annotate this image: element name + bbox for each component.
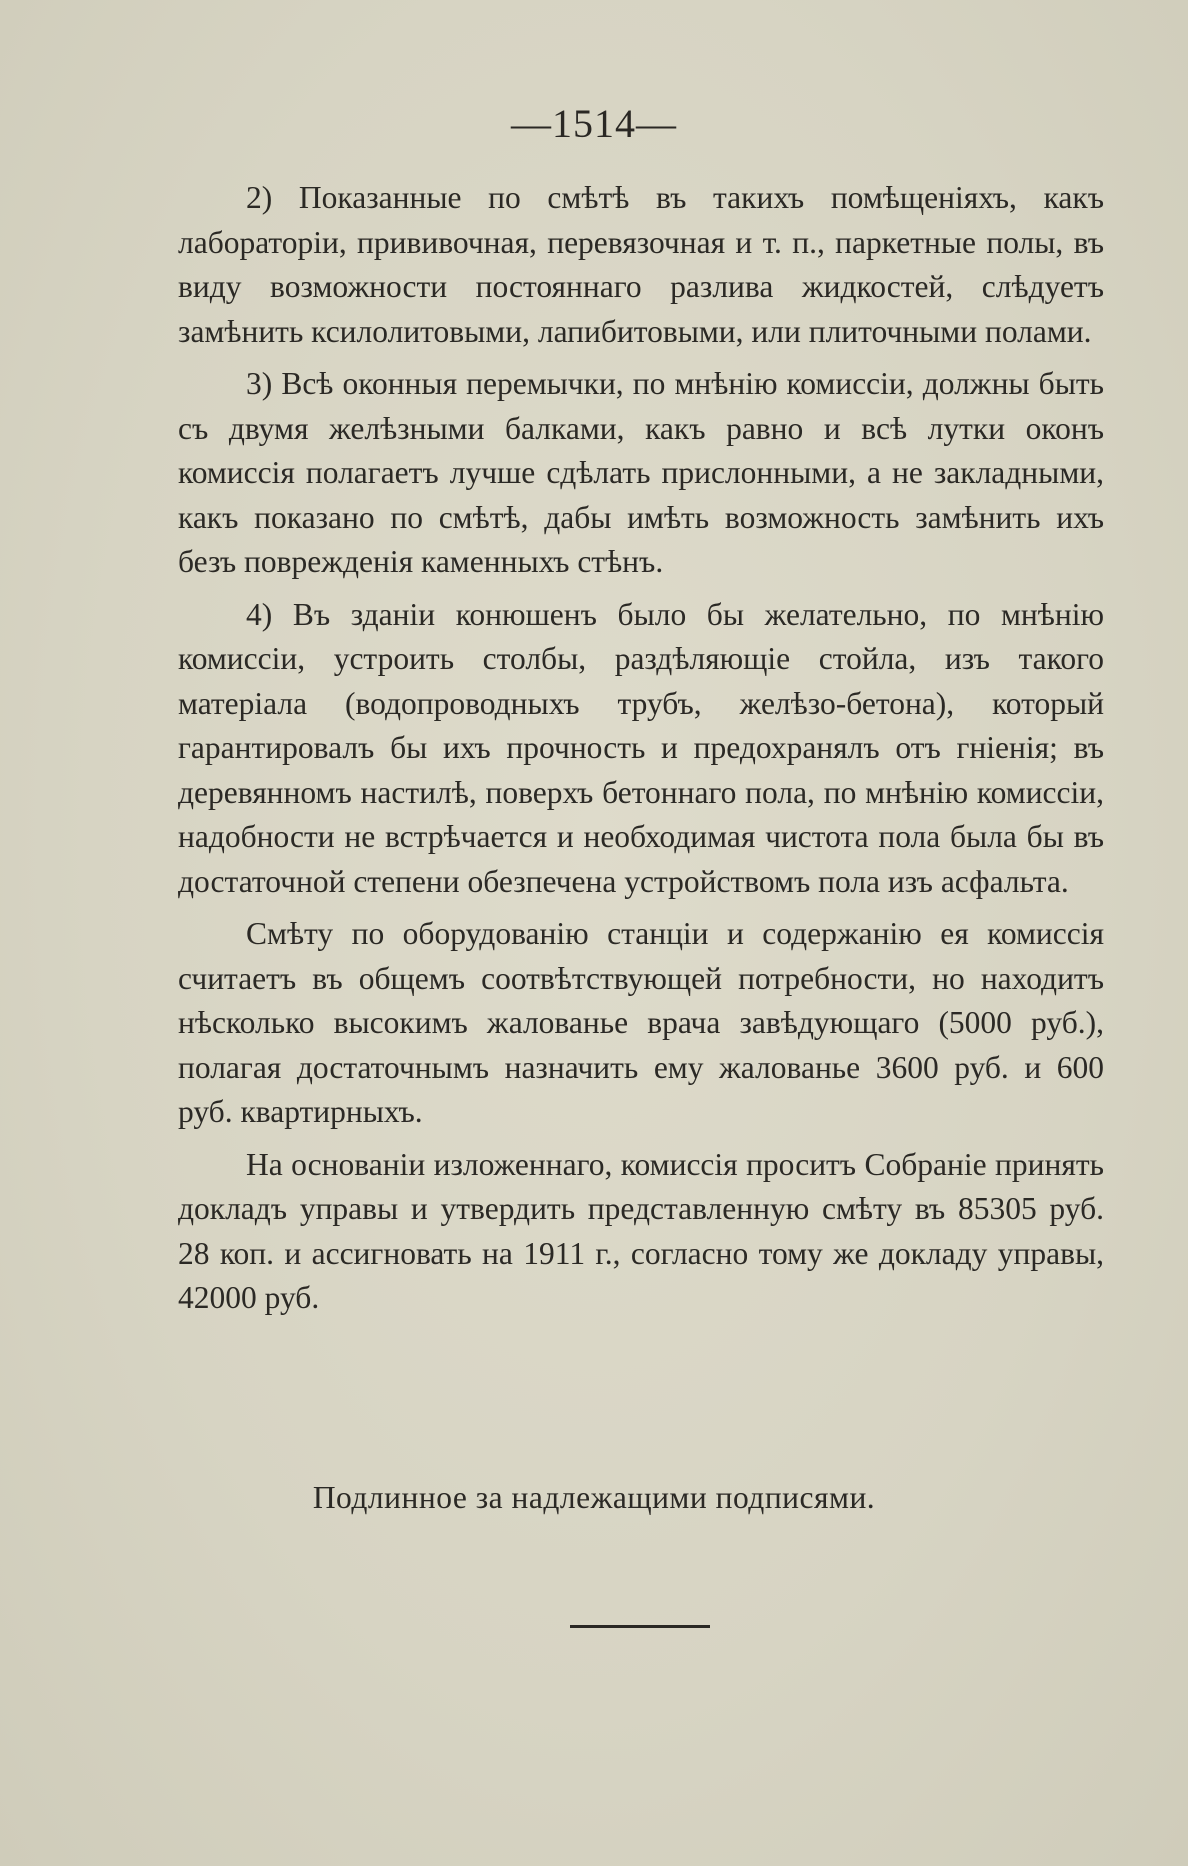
page-number: —1514— [511,101,677,146]
paragraph-item-2: 2) Показанные по смѣтѣ въ такихъ помѣщеніяхъ, какъ лабораторіи, прививочная, перевязочная и т. п., паркетные полы, въ виду возможности постояннаго разлива жидкостей, слѣдуетъ замѣнить ксилолитовыми, лапибитовыми, или плиточными полами. [178,180,1104,349]
paragraph-estimate: Смѣту по оборудованію станціи и содержанію ея комиссія считаетъ въ общемъ соотвѣтствующей потребности, но находитъ нѣсколько высокимъ жалованье врача завѣдующаго (5000 руб.), полагая достаточнымъ назначить ему жалованье 3600 руб. и 600 руб. квартирныхъ. [178,916,1104,1129]
closing-line: Подлинное за надлежащими подписями. [312,1480,876,1515]
paragraph-item-3: 3) Всѣ оконныя перемычки, по мнѣнію комиссіи, должны быть съ двумя желѣзными балками, какъ равно и всѣ лутки оконъ комиссія полагаетъ лучше сдѣлать прислонными, а не закладными, какъ показано по смѣтѣ, дабы имѣть возможность замѣнить ихъ безъ поврежденія каменныхъ стѣнъ. [178,366,1104,579]
paragraph-item-4: 4) Въ зданіи конюшенъ было бы желательно, по мнѣнію комиссіи, устроить столбы, раздѣляющіе стойла, изъ такого матеріала (водопроводныхъ трубъ, желѣзо-бетона), который гарантировалъ бы ихъ прочность и предохранялъ отъ гніенія; въ деревянномъ настилѣ, поверхъ бетоннаго пола, по мнѣнію комиссіи, надобности не встрѣчается и необходимая чистота пола была бы въ достаточной степени обезпечена устройствомъ пола изъ асфальта. [178,596,1104,899]
body-text [178,176,1104,1329]
closing-rule [570,1625,710,1628]
paragraph-conclusion: На основаніи изложеннаго, комиссія проситъ Собраніе принять докладъ управы и утвердить представленную смѣту въ 85305 руб. 28 коп. и ассигновать на 1911 г., согласно тому же докладу управы, 42000 руб. [178,1146,1104,1315]
